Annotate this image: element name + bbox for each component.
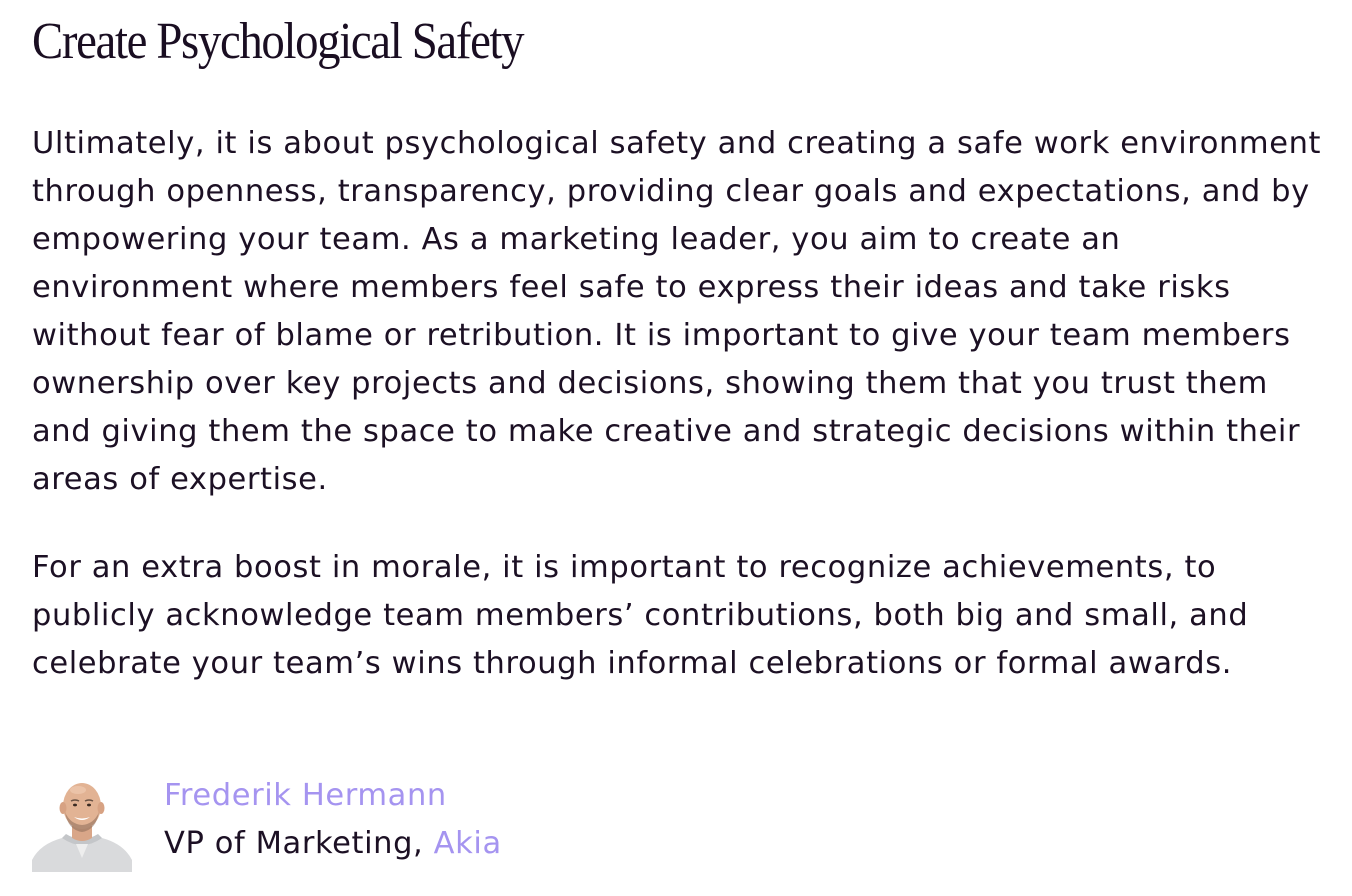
article-paragraph: For an extra boost in morale, it is important to recognize achievements, to publicly acknowledge team members’ contributions, both big and small, and celebrate your team’s wins through informal celebrations or formal awards. [32,550,1249,681]
article [32,0,1322,688]
person-portrait-icon [32,772,132,872]
author-avatar [32,772,132,872]
author-card [32,772,502,872]
section-heading: Create Psychological Safety [32,13,524,70]
author-name-link[interactable]: Frederik Hermann [164,778,447,813]
author-info [164,772,502,868]
author-title: VP of Marketing, [164,826,434,861]
company-link[interactable]: Akia [433,826,502,861]
author-role [164,820,502,868]
article-paragraph: Ultimately, it is about psychological safety and creating a safe work environment through openness, transparency, providing clear goals and expectations, and by empowering your team. As a marketing leader, you aim to create an environment where members feel safe to express their ideas and take risks without fear of blame or retribution. It is important to give your team members ownership over key projects and decisions, showing them that you trust them and giving them the space to make creative and strategic decisions within their areas of expertise. [32,126,1322,497]
